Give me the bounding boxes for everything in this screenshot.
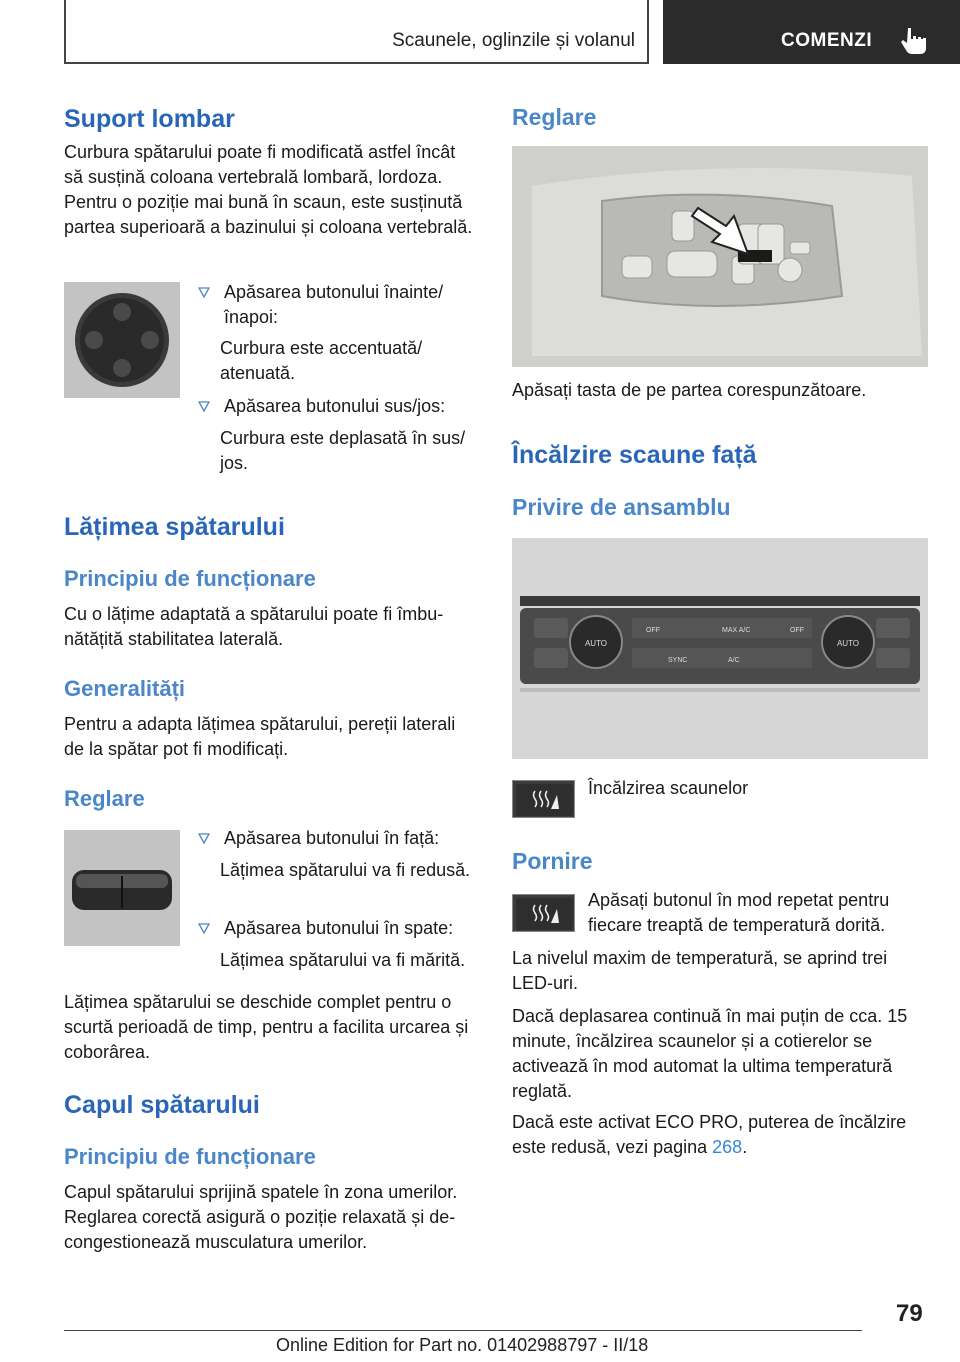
width-general-text: Pentru a adapta lățimea spătarului, pereții laterali de la spătar pot fi modificați.	[64, 714, 456, 759]
headrest-principle-text: Capul spătarului sprijină spatele în zona umerilor. Reglarea corectă asigură o poziție relaxată și decongestionează musculatura umerilor.	[64, 1182, 458, 1252]
lumbar-heading: Suport lombar	[64, 105, 235, 133]
panel-label-max-ac: MAX A/C	[722, 627, 751, 634]
seat-heating-icon	[513, 781, 575, 818]
footer-edition: Online Edition for Part no. 01402988797 - II/18	[276, 1335, 649, 1355]
header-frame	[64, 0, 649, 64]
lumbar-bullet-2	[198, 394, 478, 419]
width-adjust-heading: Reglare	[64, 786, 145, 811]
lumbar-bullet-1-text: Apăsarea butonului înainte/ înapoi:	[224, 282, 444, 327]
width-bullet-1-result: Lățimea spătarului va fi redusă.	[220, 860, 471, 880]
chapter-tab[interactable]	[663, 0, 960, 64]
page-link-268[interactable]: 268	[712, 1137, 743, 1157]
headrest-principle-heading: Principiu de funcționare	[64, 1144, 316, 1169]
lumbar-bullet-1-result: Curbura este accentuată/ atenuată.	[220, 338, 423, 383]
headrest-heading: Capul spătarului	[64, 1091, 260, 1119]
panel-label-off-left: OFF	[646, 627, 660, 634]
width-note: Lățimea spătarului se deschide complet pentru o scurtă perioadă de timp, pentru a facilita urcarea și coborârea.	[64, 992, 469, 1062]
panel-label-auto-right: AUTO	[836, 639, 860, 648]
lumbar-intro: Curbura spătarului poate fi modificată astfel încât să susțină coloana vertebrală lombară, lordoza. Pentru o poziție mai bună în scaun, este susținută partea superioară a bazinului și coloana vertebrală.	[64, 142, 473, 237]
start-heading: Pornire	[512, 848, 593, 874]
chapter-tab-label: COMENZI	[781, 30, 873, 51]
adjust-heading: Reglare	[512, 104, 597, 130]
lumbar-bullet-2-result: Curbura este deplasată în sus/ jos.	[220, 428, 466, 473]
seat-heating-caption: Încălzirea scaunelor	[588, 778, 749, 798]
lumbar-button-image	[64, 282, 180, 398]
seat-heating-icon	[513, 895, 575, 932]
lumbar-bullet-1	[198, 280, 478, 330]
heating-p3-text: Dacă este activat ECO PRO, puterea de încălzire este redusă, vezi pagina	[512, 1112, 907, 1157]
width-principle-text: Cu o lățime adaptată a spătarului poate fi îmbunătățită stabilitatea laterală.	[64, 604, 444, 649]
heating-p2: Dacă deplasarea continuă în mai puțin de cca. 15 minute, încălzirea scaunelor și a cotierelor se activează în mod automat la ultima temperatură reglată.	[512, 1006, 908, 1101]
lumbar-bullet-2-text: Apăsarea butonului sus/jos:	[224, 396, 446, 416]
triangle-bullet-icon	[198, 833, 210, 844]
panel-label-auto-left: AUTO	[584, 639, 608, 648]
seat-controls-image	[512, 146, 928, 367]
width-bullet-2-text: Apăsarea butonului în spate:	[224, 918, 454, 938]
triangle-bullet-icon	[198, 923, 210, 934]
heating-heading: Încălzire scaune față	[512, 441, 757, 469]
width-general-heading: Generalități	[64, 676, 186, 701]
page-number: 79	[896, 1300, 923, 1327]
width-button-image	[64, 830, 180, 946]
adjust-caption: Apăsați tasta de pe partea corespunzătoare.	[512, 380, 867, 400]
triangle-bullet-icon	[198, 287, 210, 298]
heating-p3-end: .	[742, 1137, 748, 1157]
hand-pointer-icon	[901, 26, 927, 54]
section-title: Scaunele, oglinzile și volanul	[392, 30, 635, 51]
seat-heating-icon-image	[512, 780, 575, 818]
panel-label-off-right: OFF	[790, 627, 804, 634]
footer-divider	[64, 1330, 862, 1331]
width-bullet-2	[198, 916, 478, 941]
width-bullet-2-result: Lățimea spătarului va fi mărită.	[220, 950, 466, 970]
width-principle-heading: Principiu de funcționare	[64, 566, 316, 591]
seat-heating-button-image[interactable]	[512, 894, 575, 932]
width-bullet-1-text: Apăsarea butonului în față:	[224, 828, 440, 848]
overview-heading: Privire de ansamblu	[512, 494, 731, 520]
panel-label-ac: A/C	[728, 657, 740, 664]
start-text: Apăsați butonul în mod repetat pentru fiecare treaptă de temperatură dorită.	[588, 890, 890, 935]
width-bullet-1	[198, 826, 478, 851]
heating-p1: La nivelul maxim de temperatură, se aprind trei LED-uri.	[512, 948, 888, 993]
panel-label-sync: SYNC	[668, 657, 688, 664]
heating-p3	[512, 1110, 928, 1160]
width-heading: Lățimea spătarului	[64, 513, 285, 541]
climate-panel-image	[512, 538, 928, 759]
triangle-bullet-icon	[198, 401, 210, 412]
